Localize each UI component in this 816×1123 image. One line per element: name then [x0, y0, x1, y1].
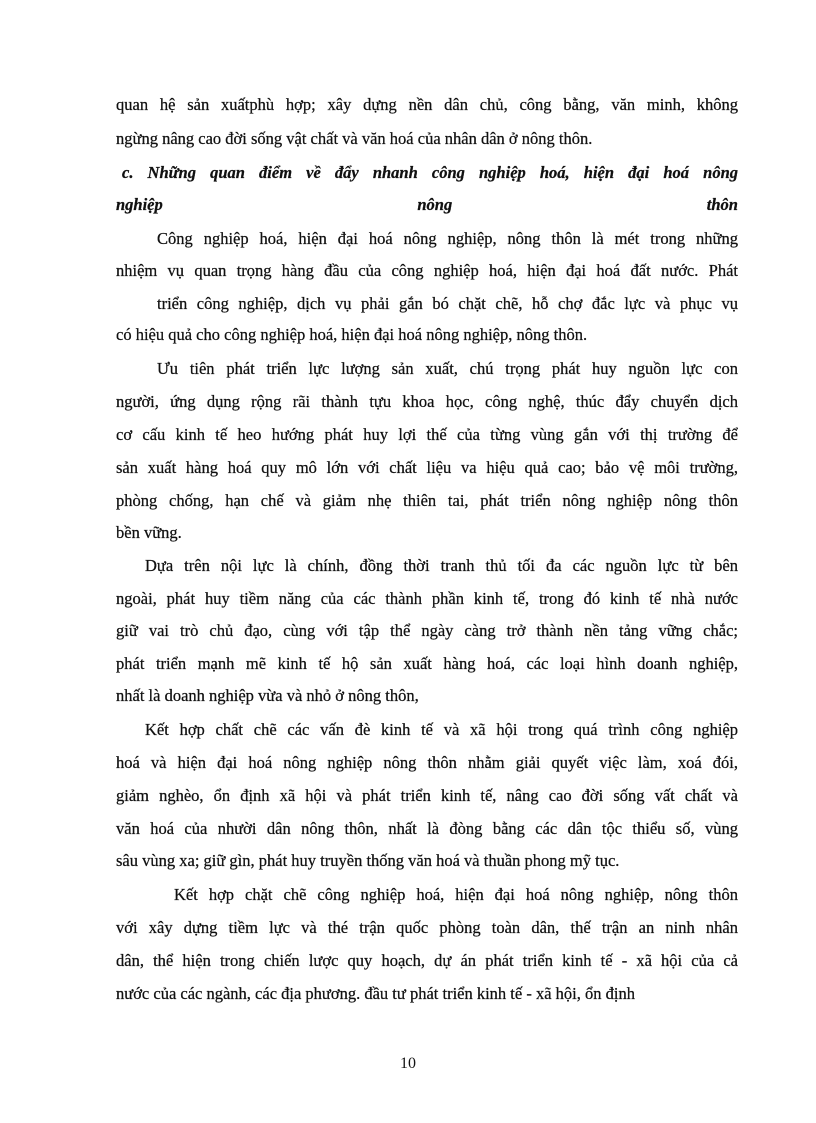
- text-line: Dựa trên nội lực là chính, đồng thời tranh thủ tối đa các nguồn lực từ bên: [145, 556, 738, 575]
- text-line: triển công nghiệp, dịch vụ phải gắn bó chặt chẽ, hỗ chợ đắc lực và phục vụ: [157, 294, 738, 313]
- text-line: phòng chống, hạn chế và giảm nhẹ thiên tai, phát triển nông nghiệp nông thôn: [116, 491, 738, 510]
- text-line: phát triển mạnh mẽ kinh tế hộ sản xuất hàng hoá, các loại hình doanh nghiệp,: [116, 654, 738, 673]
- page-number: 10: [400, 1055, 416, 1072]
- text-line: nhiệm vụ quan trọng hàng đầu của công nghiệp hoá, hiện đại hoá đất nước. Phát: [116, 261, 738, 280]
- text-line: dân, thể hiện trong chiến lược quy hoạch, dự án phát triển kinh tế - xã hội của cả: [116, 951, 738, 970]
- section-heading: c. Những quan điểm về đẩy nhanh công nghiệp hoá, hiện đại hoá nông: [122, 163, 738, 182]
- text-line: nhất là doanh nghiệp vừa và nhỏ ở nông thôn,: [116, 686, 419, 705]
- text-line: bền vững.: [116, 523, 182, 542]
- text-line: sản xuất hàng hoá quy mô lớn với chất liệu va hiệu quả cao; bảo vệ môi trường,: [116, 458, 738, 477]
- text-line: văn hoá của nhười dân nông thôn, nhất là đòng bằng các dân tộc thiểu số, vùng: [116, 819, 738, 838]
- text-line: nước của các ngành, các địa phương. đầu tư phát triển kinh tế - xã hội, ổn định: [116, 984, 635, 1003]
- text-line: Kết hợp chặt chẽ công nghiệp hoá, hiện đại hoá nông nghiệp, nông thôn: [174, 885, 738, 904]
- text-line: giảm nghèo, ổn định xã hội và phát triển kinh tế, nâng cao đời sống vất chất và: [116, 786, 738, 805]
- text-line: Kết hợp chất chẽ các vấn đè kinh tế và xã hội trong quá trình công nghiệp: [145, 720, 738, 739]
- text-line: ngừng nâng cao đời sống vật chất và văn hoá của nhân dân ở nông thôn.: [116, 129, 593, 148]
- text-line: có hiệu quả cho công nghiệp hoá, hiện đại hoá nông nghiệp, nông thôn.: [116, 325, 588, 344]
- text-line: Công nghiệp hoá, hiện đại hoá nông nghiệp, nông thôn là mét trong những: [157, 229, 738, 248]
- text-line: người, ứng dụng rộng rãi thành tựu khoa học, công nghệ, thúc đẩy chuyển dịch: [116, 392, 738, 411]
- text-line: cơ cấu kinh tế heo hướng phát huy lợi thế của từng vùng gắn với thị trường để: [116, 425, 738, 444]
- section-heading-continued: nghiệp nông thôn: [116, 195, 738, 214]
- text-line: hoá và hiện đại hoá nông nghiệp nông thôn nhằm giải quyết việc làm, xoá đói,: [116, 753, 738, 772]
- text-line: ngoài, phát huy tiềm năng của các thành phần kinh tế, trong đó kinh tế nhà nước: [116, 589, 738, 608]
- text-line: Ưu tiên phát triển lực lượng sản xuất, chú trọng phát huy nguồn lực con: [157, 359, 738, 378]
- text-line: sâu vùng xa; giữ gìn, phát huy truyền thống văn hoá và thuần phong mỹ tục.: [116, 851, 620, 870]
- text-line: với xây dựng tiềm lực và thé trận quốc phòng toàn dân, thế trận an ninh nhân: [116, 918, 738, 937]
- text-line: giữ vai trò chủ đạo, cùng với tập thể ngày càng trở thành nền tảng vững chắc;: [116, 621, 738, 640]
- text-line: quan hệ sản xuấtphù hợp; xây dựng nền dân chủ, công bằng, văn minh, không: [116, 95, 738, 114]
